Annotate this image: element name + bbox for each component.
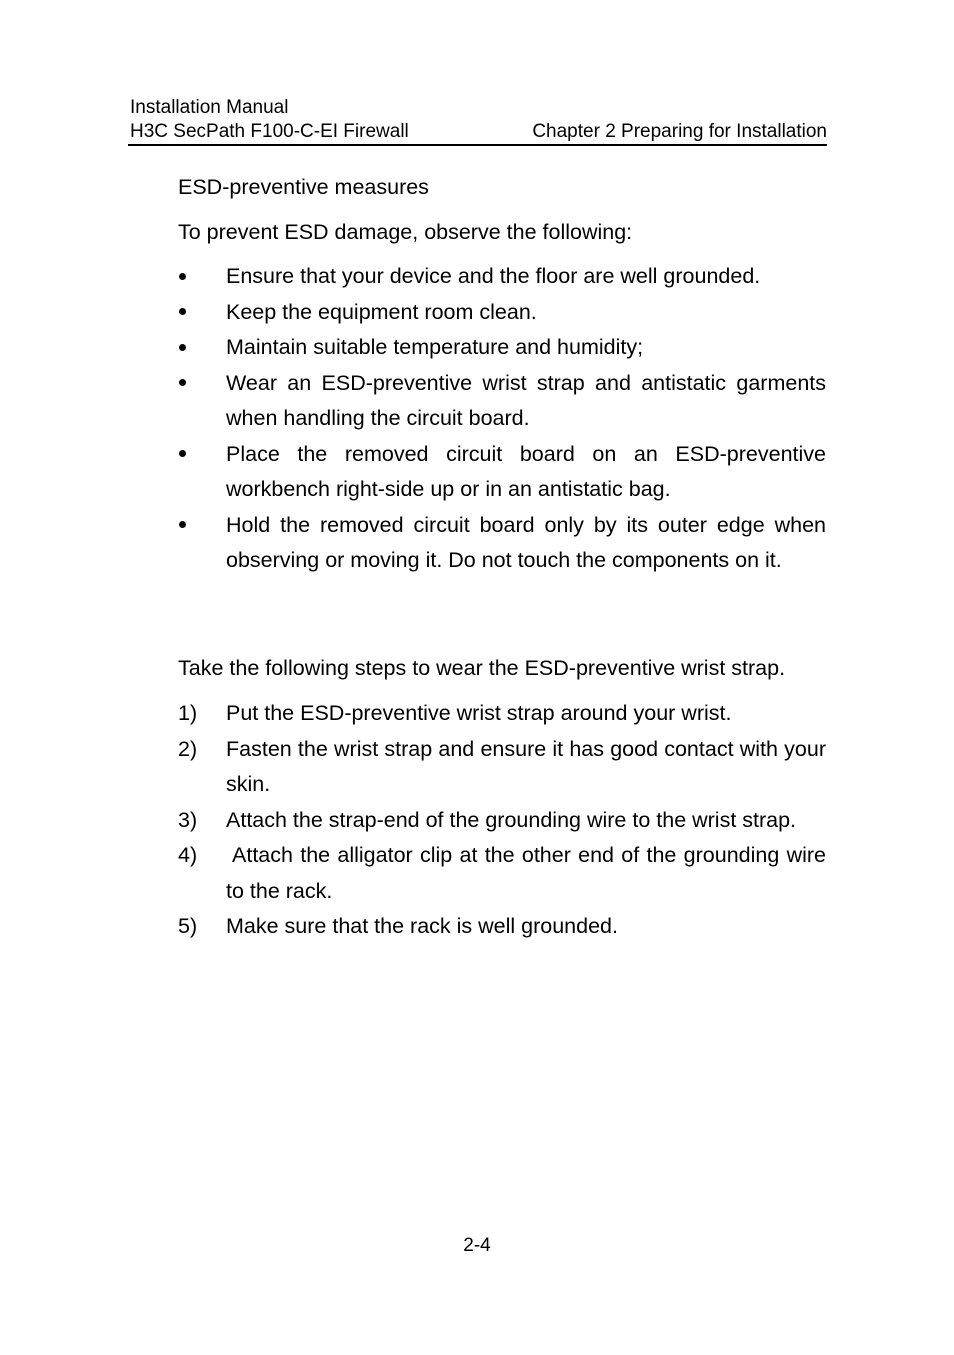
wrist-strap-steps: [178, 696, 826, 945]
step-number: 2): [178, 736, 198, 761]
page-number: 2-4: [463, 1235, 491, 1256]
bullet-icon: [178, 437, 198, 473]
section-title: ESD-preventive measures: [178, 175, 429, 199]
list-item-text: Wear an ESD-preventive wrist strap and antistatic garments when handling the circuit board.: [226, 370, 826, 430]
bullet-icon: [178, 508, 198, 544]
list-item-text: Hold the removed circuit board only by its outer edge when observing or moving it. Do not touch the components on it.: [226, 512, 826, 572]
wrist-strap-intro: Take the following steps to wear the ESD-preventive wrist strap.: [178, 656, 786, 680]
esd-measures-list: [178, 259, 826, 579]
list-item: [178, 295, 826, 331]
step-number: 4): [178, 843, 198, 867]
step-text: Attach the alligator clip at the other end of the grounding wire to the rack.: [226, 843, 826, 903]
header-chapter-title: Chapter 2 Preparing for Installation: [532, 121, 827, 142]
step-number: 5): [178, 914, 198, 938]
step-text: Make sure that the rack is well grounded.: [226, 914, 618, 938]
list-item: [178, 259, 826, 295]
step-text: Attach the strap-end of the grounding wire to the wrist strap.: [226, 807, 797, 832]
step-item: [178, 732, 826, 803]
step-number: 1): [178, 701, 198, 725]
step-number: 3): [178, 807, 198, 832]
list-item: [178, 437, 826, 508]
step-item: [178, 696, 826, 732]
page-header: [128, 96, 827, 146]
list-item-text: Ensure that your device and the floor are well grounded.: [226, 264, 761, 288]
header-doc-type: Installation Manual: [130, 97, 289, 118]
list-item: [178, 508, 826, 579]
list-item: [178, 366, 826, 437]
step-text: Put the ESD-preventive wrist strap around your wrist.: [226, 701, 732, 725]
bullet-icon: [178, 295, 198, 331]
step-item: [178, 909, 826, 945]
step-item: [178, 803, 826, 839]
list-item-text: Place the removed circuit board on an ESD-preventive workbench right-side up or in an antistatic bag.: [226, 441, 826, 501]
list-item: [178, 330, 826, 366]
bullet-icon: [178, 259, 198, 295]
step-text: Fasten the wrist strap and ensure it has good contact with your skin.: [226, 736, 826, 796]
bullet-icon: [178, 330, 198, 366]
list-item-text: Maintain suitable temperature and humidity;: [226, 335, 644, 359]
header-product-name: H3C SecPath F100-C-EI Firewall: [130, 121, 409, 142]
list-item-text: Keep the equipment room clean.: [226, 299, 537, 324]
step-item: [178, 838, 826, 909]
section-intro: To prevent ESD damage, observe the following:: [178, 220, 633, 244]
bullet-icon: [178, 366, 198, 402]
